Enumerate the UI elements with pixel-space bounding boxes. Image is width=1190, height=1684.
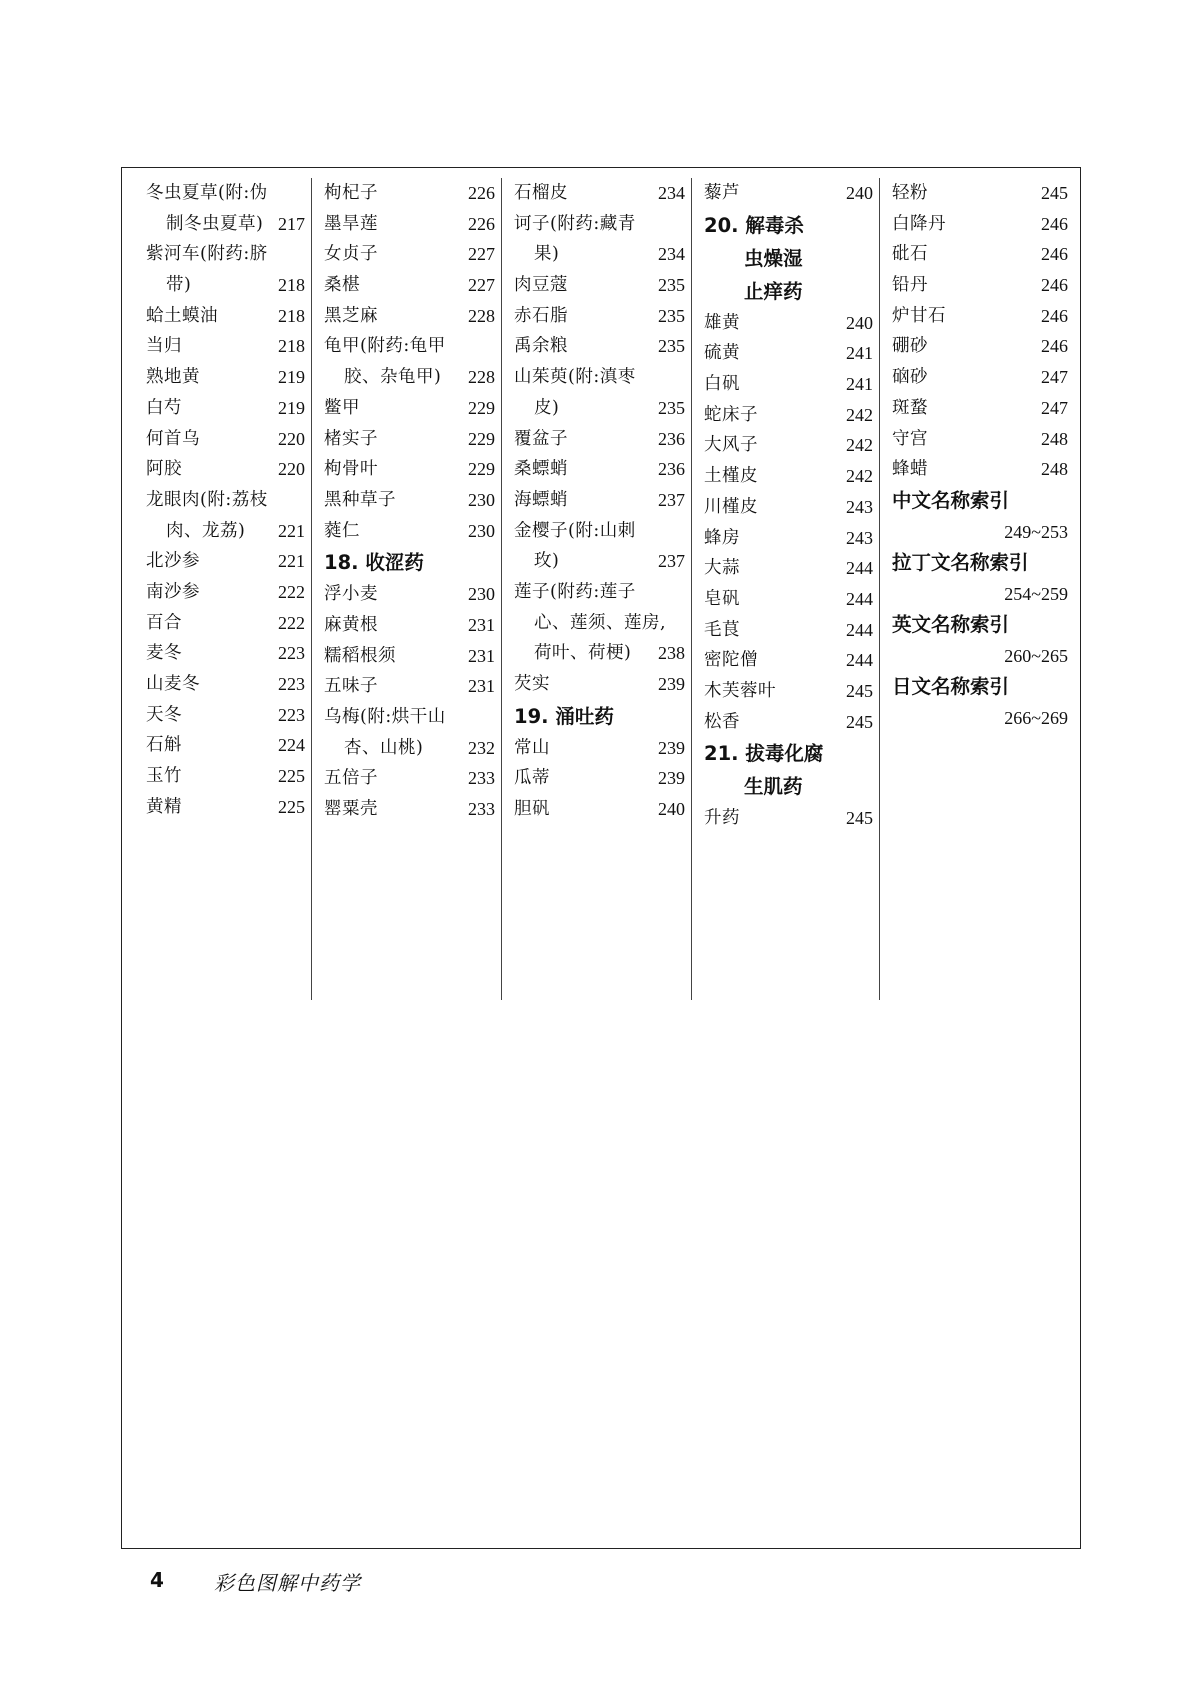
- entry-page: 235: [658, 275, 685, 296]
- entry-name: 硇砂: [892, 367, 928, 388]
- entry-page: 239: [658, 674, 685, 694]
- entry-name: 守宫: [892, 428, 928, 449]
- entry-continuation: [146, 209, 305, 240]
- entry-page: 218: [278, 336, 305, 357]
- section-heading: 18. 收涩药: [324, 551, 424, 575]
- entry-name: 桑螵蛸: [514, 459, 568, 480]
- entry-continuation: [514, 638, 685, 669]
- entry-name: 阿胶: [146, 459, 182, 480]
- index-entry: [704, 400, 873, 431]
- index-entry: [146, 178, 305, 209]
- entry-name: 麦冬: [146, 643, 182, 664]
- entry-page: 240: [658, 799, 685, 820]
- entry-name: 皮): [534, 397, 560, 418]
- index-entry: [324, 763, 495, 794]
- entry-name: 木芙蓉叶: [704, 680, 776, 701]
- entry-page: 247: [1041, 397, 1068, 418]
- entry-continuation: [514, 608, 685, 639]
- index-entry: [324, 641, 495, 672]
- entry-continuation: [514, 393, 685, 424]
- index-entry: [704, 369, 873, 400]
- entry-page: 221: [278, 551, 305, 572]
- index-entry: [324, 209, 495, 240]
- index-entry: [514, 454, 685, 485]
- entry-page: 242: [846, 404, 873, 425]
- index-heading: 拉丁文名称索引: [892, 550, 1029, 574]
- entry-name: 石斛: [146, 735, 182, 756]
- entry-page: 244: [846, 558, 873, 579]
- entry-name: 砒石: [892, 244, 928, 265]
- entry-name: 五味子: [324, 676, 378, 697]
- entry-page: 228: [468, 367, 495, 388]
- section-heading: 21. 拔毒化腐: [704, 742, 824, 766]
- entry-name: 罂粟壳: [324, 799, 378, 820]
- index-entry: [324, 579, 495, 610]
- index-entry: [514, 669, 685, 700]
- entry-name: 轻粉: [892, 183, 928, 203]
- entry-name: 龙眼肉(附:荔枝: [146, 489, 268, 510]
- index-entry: [324, 671, 495, 702]
- entry-page: 225: [278, 796, 305, 817]
- entry-name: 北沙参: [146, 551, 200, 572]
- entry-page: 231: [468, 614, 495, 635]
- entry-name: 石榴皮: [514, 183, 568, 203]
- entry-page: 226: [468, 213, 495, 234]
- entry-page: 247: [1041, 367, 1068, 388]
- index-entry: [514, 794, 685, 825]
- entry-name: 黑种草子: [324, 489, 396, 510]
- entry-name: 黄精: [146, 796, 182, 817]
- entry-page: 217: [278, 213, 305, 234]
- entry-page: 246: [1041, 213, 1068, 234]
- index-page-range: 260~265: [1004, 645, 1068, 666]
- entry-name: 炉甘石: [892, 305, 946, 326]
- entry-name: 肉、龙荔): [166, 520, 246, 541]
- index-entry: [514, 362, 685, 393]
- book-title: 彩色图解中药学: [214, 1571, 361, 1595]
- entry-name: 胶、杂龟甲): [344, 367, 442, 388]
- entry-name: 当归: [146, 336, 182, 357]
- entry-page: 248: [1041, 459, 1068, 480]
- index-entry: [324, 178, 495, 209]
- entry-page: 232: [468, 737, 495, 758]
- index-entry: [704, 584, 873, 615]
- index-entry: [324, 485, 495, 516]
- index-entry: [324, 794, 495, 825]
- entry-name: 浮小麦: [324, 584, 378, 605]
- entry-name: 墨旱莲: [324, 213, 378, 234]
- entry-name: 乌梅(附:烘干山: [324, 707, 446, 727]
- entry-name: 川槿皮: [704, 496, 758, 517]
- entry-name: 制冬虫夏草): [166, 213, 264, 234]
- entry-name: 赤石脂: [514, 305, 568, 326]
- entry-page: 227: [468, 275, 495, 296]
- entry-page: 242: [846, 435, 873, 456]
- entry-page: 245: [846, 711, 873, 732]
- index-entry: [892, 454, 1068, 485]
- index-entry: [146, 331, 305, 362]
- entry-name: 瓜蒂: [514, 768, 550, 789]
- entry-name: 覆盆子: [514, 428, 568, 449]
- entry-name: 何首乌: [146, 428, 200, 449]
- index-entry: [704, 338, 873, 369]
- entry-name: 白降丹: [892, 213, 946, 234]
- entry-page: 245: [846, 680, 873, 701]
- section-heading: 20. 解毒杀: [704, 213, 804, 237]
- entry-page: 235: [658, 397, 685, 418]
- index-entry: [146, 761, 305, 792]
- index-page-range: 254~259: [1004, 583, 1068, 604]
- entry-page: 222: [278, 581, 305, 602]
- index-entry: [146, 577, 305, 608]
- entry-page: 237: [658, 551, 685, 572]
- entry-continuation: [514, 239, 685, 270]
- entry-name: 大风子: [704, 435, 758, 456]
- entry-name: 蜂蜡: [892, 459, 928, 480]
- content-frame: [121, 167, 1081, 1549]
- index-entry: [704, 492, 873, 523]
- entry-page: 231: [468, 645, 495, 666]
- entry-page: 223: [278, 674, 305, 694]
- index-entry: [704, 803, 873, 834]
- index-entry: [892, 424, 1068, 455]
- index-entry: [324, 424, 495, 455]
- section-heading: 虫燥湿: [744, 246, 803, 270]
- entry-name: 南沙参: [146, 581, 200, 602]
- entry-name: 蛇床子: [704, 404, 758, 425]
- index-column-3: [502, 178, 692, 1000]
- entry-page: 230: [468, 584, 495, 605]
- index-entry: [892, 270, 1068, 301]
- entry-name: 冬虫夏草(附:伪: [146, 183, 268, 203]
- index-column-2: [312, 178, 502, 1000]
- entry-page: 244: [846, 650, 873, 671]
- index-entry: [892, 331, 1068, 362]
- entry-continuation: [324, 733, 495, 764]
- index-entry: [146, 301, 305, 332]
- entry-page: 220: [278, 428, 305, 449]
- entry-page: 244: [846, 619, 873, 640]
- entry-name: 白矾: [704, 374, 740, 395]
- index-entry: [324, 393, 495, 424]
- index-page-range: 249~253: [1004, 521, 1068, 542]
- entry-page: 231: [468, 676, 495, 697]
- index-entry: [514, 577, 685, 608]
- entry-page: 245: [1041, 183, 1068, 203]
- entry-continuation: [514, 546, 685, 577]
- index-entry: [324, 270, 495, 301]
- index-entry: [146, 608, 305, 639]
- entry-name: 蜂房: [704, 527, 740, 548]
- entry-name: 蛤土蟆油: [146, 305, 218, 326]
- index-entry: [146, 792, 305, 823]
- index-entry: [324, 301, 495, 332]
- page-number: 4: [150, 1568, 164, 1592]
- entry-page: 235: [658, 336, 685, 357]
- entry-page: 230: [468, 520, 495, 541]
- index-column-1: [134, 178, 312, 1000]
- entry-page: 241: [846, 343, 873, 364]
- entry-page: 236: [658, 428, 685, 449]
- index-entry: [146, 669, 305, 700]
- entry-page: 239: [658, 737, 685, 758]
- entry-name: 黑芝麻: [324, 305, 378, 326]
- entry-name: 杏、山桃): [344, 737, 424, 758]
- entry-page: 242: [846, 466, 873, 487]
- entry-page: 227: [468, 244, 495, 265]
- index-heading: 日文名称索引: [892, 674, 1010, 698]
- entry-page: 229: [468, 428, 495, 449]
- entry-page: 228: [468, 305, 495, 326]
- entry-page: 229: [468, 459, 495, 480]
- entry-page: 237: [658, 489, 685, 510]
- entry-page: 218: [278, 275, 305, 296]
- entry-page: 243: [846, 527, 873, 548]
- index-entry: [146, 454, 305, 485]
- entry-name: 楮实子: [324, 428, 378, 449]
- entry-page: 238: [658, 643, 685, 664]
- index-entry: [324, 331, 495, 362]
- entry-name: 诃子(附药:藏青: [514, 213, 636, 234]
- entry-page: 248: [1041, 428, 1068, 449]
- entry-name: 果): [534, 244, 560, 265]
- entry-name: 常山: [514, 737, 550, 758]
- entry-page: 220: [278, 459, 305, 480]
- entry-page: 229: [468, 397, 495, 418]
- index-entry: [704, 308, 873, 339]
- entry-name: 大蒜: [704, 558, 740, 579]
- index-entry: [146, 362, 305, 393]
- section-heading: 止痒药: [744, 279, 803, 303]
- entry-name: 五倍子: [324, 768, 378, 789]
- entry-name: 金樱子(附:山刺: [514, 520, 636, 541]
- entry-page: 224: [278, 735, 305, 756]
- entry-name: 胆矾: [514, 799, 550, 820]
- entry-page: 222: [278, 612, 305, 633]
- entry-page: 218: [278, 305, 305, 326]
- index-entry: [514, 301, 685, 332]
- index-column-5: [880, 178, 1074, 1000]
- entry-page: 246: [1041, 336, 1068, 357]
- index-entry: [514, 178, 685, 209]
- index-entry: [324, 516, 495, 547]
- index-entry: [146, 485, 305, 516]
- entry-name: 玉竹: [146, 766, 182, 787]
- entry-name: 山麦冬: [146, 674, 200, 694]
- entry-page: 230: [468, 489, 495, 510]
- index-entry: [146, 700, 305, 731]
- entry-name: 麻黄根: [324, 614, 378, 635]
- index-entry: [892, 209, 1068, 240]
- entry-name: 荷叶、荷梗): [534, 643, 632, 664]
- index-entry: [146, 730, 305, 761]
- index-page-range: 266~269: [1004, 707, 1068, 728]
- entry-name: 莲子(附药:莲子: [514, 581, 636, 602]
- entry-name: 铅丹: [892, 275, 928, 296]
- entry-page: 225: [278, 766, 305, 787]
- entry-name: 女贞子: [324, 244, 378, 265]
- index-entry: [514, 516, 685, 547]
- entry-page: 234: [658, 244, 685, 265]
- entry-name: 雄黄: [704, 312, 740, 333]
- entry-name: 带): [166, 275, 192, 296]
- entry-name: 禹余粮: [514, 336, 568, 357]
- entry-name: 斑蝥: [892, 397, 928, 418]
- index-entry: [146, 546, 305, 577]
- entry-page: 233: [468, 799, 495, 820]
- index-entry: [324, 610, 495, 641]
- entry-page: 244: [846, 588, 873, 609]
- entry-name: 心、莲须、莲房,: [534, 612, 667, 633]
- entry-page: 219: [278, 397, 305, 418]
- entry-name: 硫黄: [704, 343, 740, 364]
- index-entry: [704, 676, 873, 707]
- entry-page: 246: [1041, 244, 1068, 265]
- entry-name: 蕤仁: [324, 520, 360, 541]
- index-entry: [704, 645, 873, 676]
- index-entry: [704, 461, 873, 492]
- entry-name: 鳖甲: [324, 397, 360, 418]
- entry-continuation: [146, 270, 305, 301]
- index-entry: [514, 763, 685, 794]
- entry-name: 百合: [146, 612, 182, 633]
- entry-page: 223: [278, 643, 305, 664]
- entry-name: 桑椹: [324, 275, 360, 296]
- entry-page: 240: [846, 312, 873, 333]
- index-entry: [146, 638, 305, 669]
- entry-name: 芡实: [514, 674, 550, 694]
- index-entry: [892, 362, 1068, 393]
- entry-page: 246: [1041, 275, 1068, 296]
- entry-name: 龟甲(附药:龟甲: [324, 336, 446, 357]
- index-entry: [892, 239, 1068, 270]
- entry-page: 221: [278, 520, 305, 541]
- entry-page: 246: [1041, 305, 1068, 326]
- index-entry: [514, 485, 685, 516]
- entry-page: 233: [468, 768, 495, 789]
- entry-page: 236: [658, 459, 685, 480]
- index-entry: [324, 454, 495, 485]
- entry-page: 226: [468, 183, 495, 203]
- entry-name: 毛茛: [704, 619, 740, 640]
- index-column-4: [692, 178, 880, 1000]
- index-entry: [514, 209, 685, 240]
- entry-page: 219: [278, 367, 305, 388]
- section-heading: 生肌药: [744, 775, 803, 799]
- entry-page: 235: [658, 305, 685, 326]
- entry-continuation: [324, 362, 495, 393]
- entry-page: 234: [658, 183, 685, 203]
- index-entry: [146, 239, 305, 270]
- entry-page: 240: [846, 183, 873, 203]
- entry-name: 糯稻根须: [324, 645, 396, 666]
- entry-name: 枸杞子: [324, 183, 378, 203]
- entry-page: 245: [846, 808, 873, 829]
- index-entry: [146, 424, 305, 455]
- index-entry: [892, 178, 1068, 209]
- index-entry: [704, 615, 873, 646]
- entry-name: 肉豆蔻: [514, 275, 568, 296]
- entry-name: 密陀僧: [704, 650, 758, 671]
- index-entry: [704, 523, 873, 554]
- entry-name: 皂矾: [704, 588, 740, 609]
- entry-page: 223: [278, 704, 305, 725]
- index-entry: [704, 707, 873, 738]
- index-entry: [324, 702, 495, 733]
- entry-page: 239: [658, 768, 685, 789]
- index-columns: [122, 178, 1082, 1008]
- entry-name: 紫河车(附药:脐: [146, 244, 268, 265]
- entry-name: 天冬: [146, 704, 182, 725]
- entry-name: 藜芦: [704, 183, 740, 203]
- index-entry: [514, 424, 685, 455]
- index-entry: [514, 270, 685, 301]
- entry-name: 松香: [704, 711, 740, 732]
- entry-name: 枸骨叶: [324, 459, 378, 480]
- entry-name: 海螵蛸: [514, 489, 568, 510]
- entry-page: 243: [846, 496, 873, 517]
- index-entry: [514, 331, 685, 362]
- index-entry: [514, 733, 685, 764]
- entry-continuation: [146, 516, 305, 547]
- index-entry: [892, 393, 1068, 424]
- index-heading: 中文名称索引: [892, 488, 1010, 512]
- entry-name: 熟地黄: [146, 367, 200, 388]
- index-entry: [704, 430, 873, 461]
- entry-name: 升药: [704, 808, 740, 829]
- index-entry: [324, 239, 495, 270]
- entry-name: 白芍: [146, 397, 182, 418]
- section-heading: 19. 涌吐药: [514, 704, 614, 728]
- entry-name: 山茱萸(附:滇枣: [514, 367, 636, 388]
- entry-name: 硼砂: [892, 336, 928, 357]
- entry-name: 土槿皮: [704, 466, 758, 487]
- entry-page: 241: [846, 374, 873, 395]
- index-entry: [146, 393, 305, 424]
- index-entry: [892, 301, 1068, 332]
- index-entry: [704, 553, 873, 584]
- index-heading: 英文名称索引: [892, 612, 1010, 636]
- index-entry: [704, 178, 873, 209]
- entry-name: 玫): [534, 551, 560, 572]
